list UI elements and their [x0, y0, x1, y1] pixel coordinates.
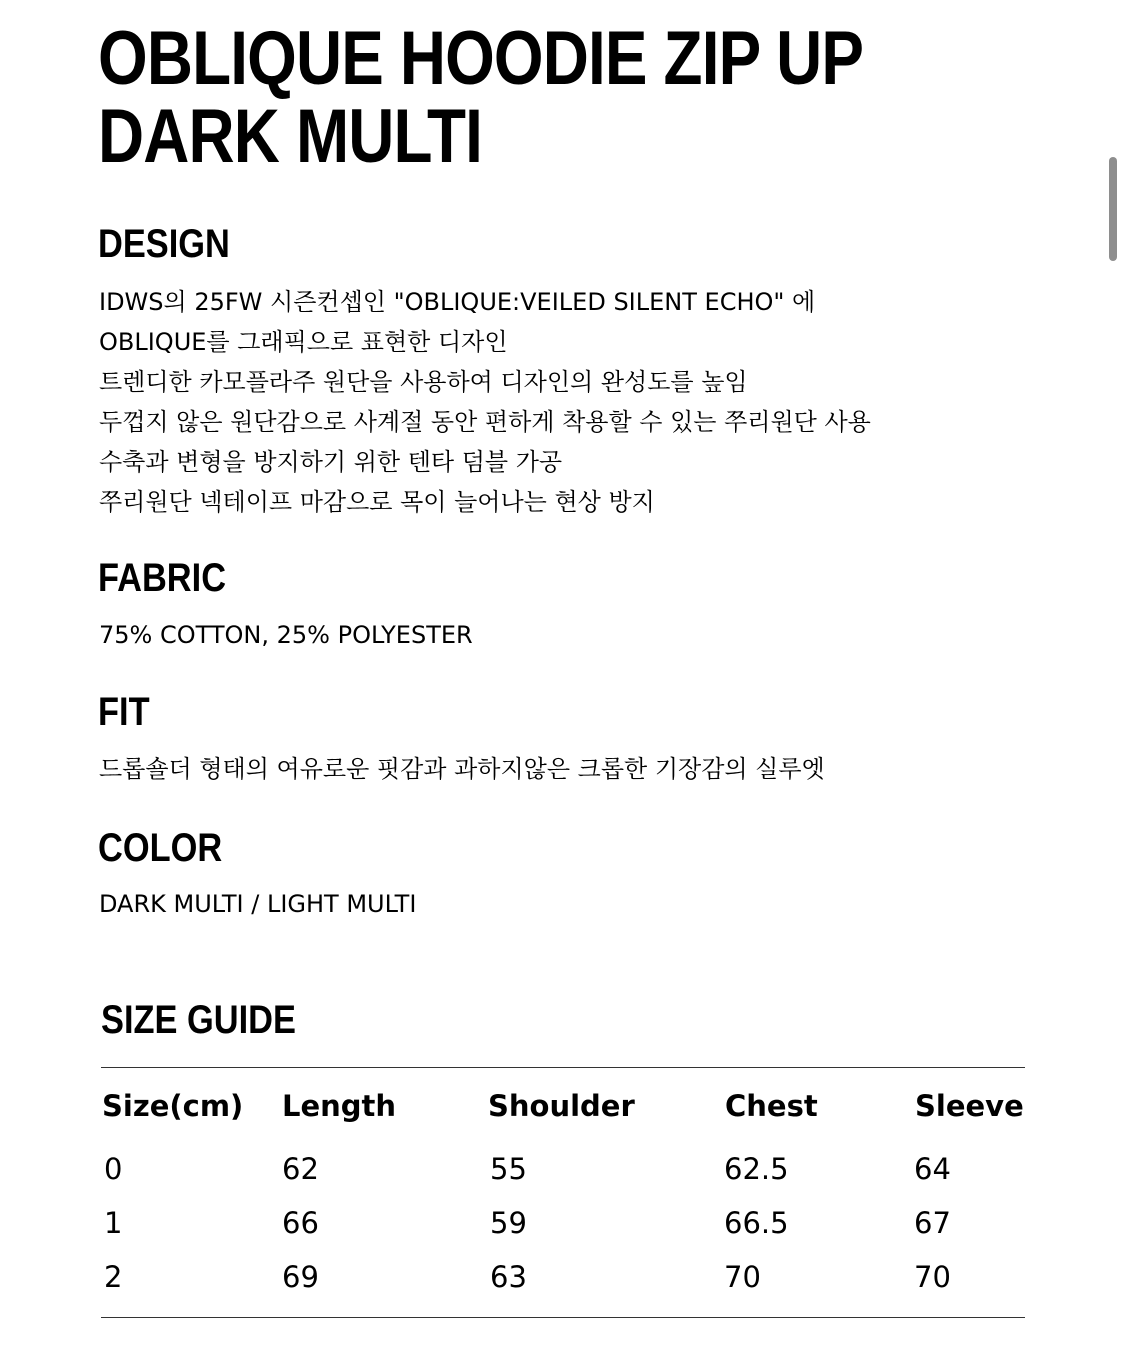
size-cell: 0: [104, 1152, 123, 1186]
column-header-length: Length: [282, 1089, 397, 1123]
shoulder-cell: 55: [490, 1152, 527, 1186]
design-line: 두껍지 않은 원단감으로 사계절 동안 편하게 착용할 수 있는 쭈리원단 사용: [99, 408, 871, 436]
column-header-chest: Chest: [725, 1089, 818, 1123]
chest-cell: 62.5: [724, 1152, 789, 1186]
size-table-bottom-rule: [101, 1317, 1025, 1318]
length-cell: 69: [282, 1260, 319, 1294]
design-line: IDWS의 25FW 시즌컨셉인 "OBLIQUE:VEILED SILENT ECHO" 에: [99, 288, 816, 316]
sleeve-cell: 67: [914, 1206, 951, 1240]
design-line: 쭈리원단 넥테이프 마감으로 목이 늘어나는 현상 방지: [99, 488, 655, 516]
color-heading: COLOR: [98, 826, 223, 870]
chest-cell: 70: [724, 1260, 761, 1294]
size-guide-heading: SIZE GUIDE: [101, 998, 296, 1042]
design-line: OBLIQUE를 그래픽으로 표현한 디자인: [99, 328, 508, 356]
design-line: 수축과 변형을 방지하기 위한 텐타 덤블 가공: [99, 448, 563, 476]
fabric-heading: FABRIC: [98, 556, 227, 600]
length-cell: 66: [282, 1206, 319, 1240]
shoulder-cell: 59: [490, 1206, 527, 1240]
product-title: [98, 16, 864, 179]
column-header-shoulder: Shoulder: [488, 1089, 635, 1123]
size-cell: 1: [104, 1206, 123, 1240]
size-table-top-rule: [101, 1067, 1025, 1068]
design-description: [99, 282, 871, 522]
column-header-sleeve: Sleeve: [915, 1089, 1024, 1123]
fit-text: 드롭숄더 형태의 여유로운 핏감과 과하지않은 크롭한 기장감의 실루엣: [99, 755, 825, 783]
sleeve-cell: 64: [914, 1152, 951, 1186]
fit-heading: FIT: [98, 690, 150, 734]
product-title-line-2: DARK MULTI: [98, 94, 483, 179]
design-line: 트렌디한 카모플라주 원단을 사용하여 디자인의 완성도를 높임: [99, 368, 748, 396]
vertical-scrollbar[interactable]: [1109, 157, 1117, 261]
column-header-size: Size(cm): [102, 1089, 244, 1123]
chest-cell: 66.5: [724, 1206, 789, 1240]
length-cell: 62: [282, 1152, 319, 1186]
shoulder-cell: 63: [490, 1260, 527, 1294]
design-heading: DESIGN: [98, 222, 230, 266]
color-text: DARK MULTI / LIGHT MULTI: [99, 890, 417, 918]
sleeve-cell: 70: [914, 1260, 951, 1294]
product-title-line-1: OBLIQUE HOODIE ZIP UP: [98, 16, 864, 101]
fabric-text: 75% COTTON, 25% POLYESTER: [99, 621, 473, 649]
size-cell: 2: [104, 1260, 123, 1294]
